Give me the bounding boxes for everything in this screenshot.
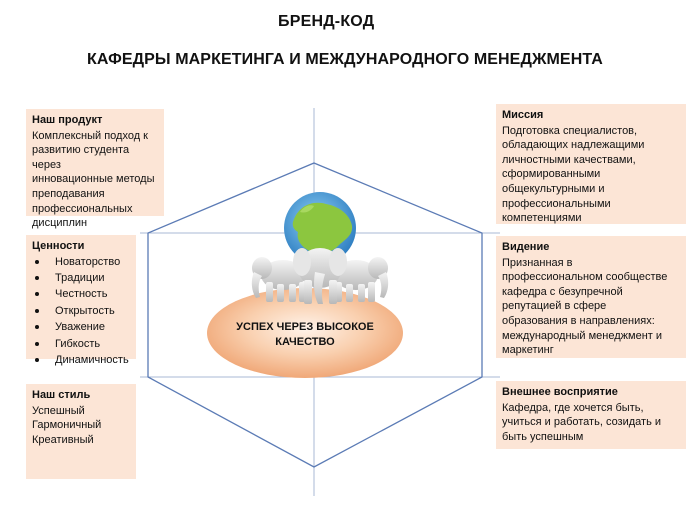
values-heading: Ценности [32,240,85,252]
list-item: Открытость [32,304,130,320]
vision-box [496,236,686,358]
values-list [32,255,130,370]
style-heading: Наш стиль [32,389,91,401]
list-item: Честность [32,287,130,303]
list-item: Традиции [32,271,130,287]
vision-heading: Видение [502,241,550,253]
product-text: Комплексный подход к развитию студента через инновационные методы преподавания профессиональных дисциплин [32,129,155,230]
perception-text: Кафедра, где хочется быть, учиться и работать, созидать и быть успешным [502,401,662,443]
list-item: Гибкость [32,337,130,353]
perception-box [496,381,686,449]
values-box [26,235,136,366]
list-item: Динамичность [32,353,130,369]
vision-text: Признанная в профессиональном сообществе кафедра с безупречной репутацией в сфере образования в направлениях: международный менеджмент и маркетинг [502,256,668,357]
diagram-subtitle: КАФЕДРЫ МАРКЕТИНГА И МЕЖДУНАРОДНОГО МЕНЕДЖМЕНТА [87,51,603,68]
mission-box [496,104,686,224]
style-text: Успешный Гармоничный Креативный [32,404,102,446]
mission-heading: Миссия [502,109,544,121]
product-heading: Наш продукт [32,114,103,126]
list-item: Новаторство [32,255,130,271]
mission-text: Подготовка специалистов, обладающих надлежащими личностными качествами, сформированными общекультурными и профессиональными компетенциями [502,124,645,225]
list-item: Уважение [32,320,130,336]
center-slogan: УСПЕХ ЧЕРЕЗ ВЫСОКОЕ КАЧЕСТВО [236,321,374,348]
elephants-icon [252,248,388,304]
diagram-title: БРЕНД-КОД [278,13,375,30]
product-box [26,109,164,230]
perception-heading: Внешнее восприятие [502,386,618,398]
style-box [26,384,136,479]
